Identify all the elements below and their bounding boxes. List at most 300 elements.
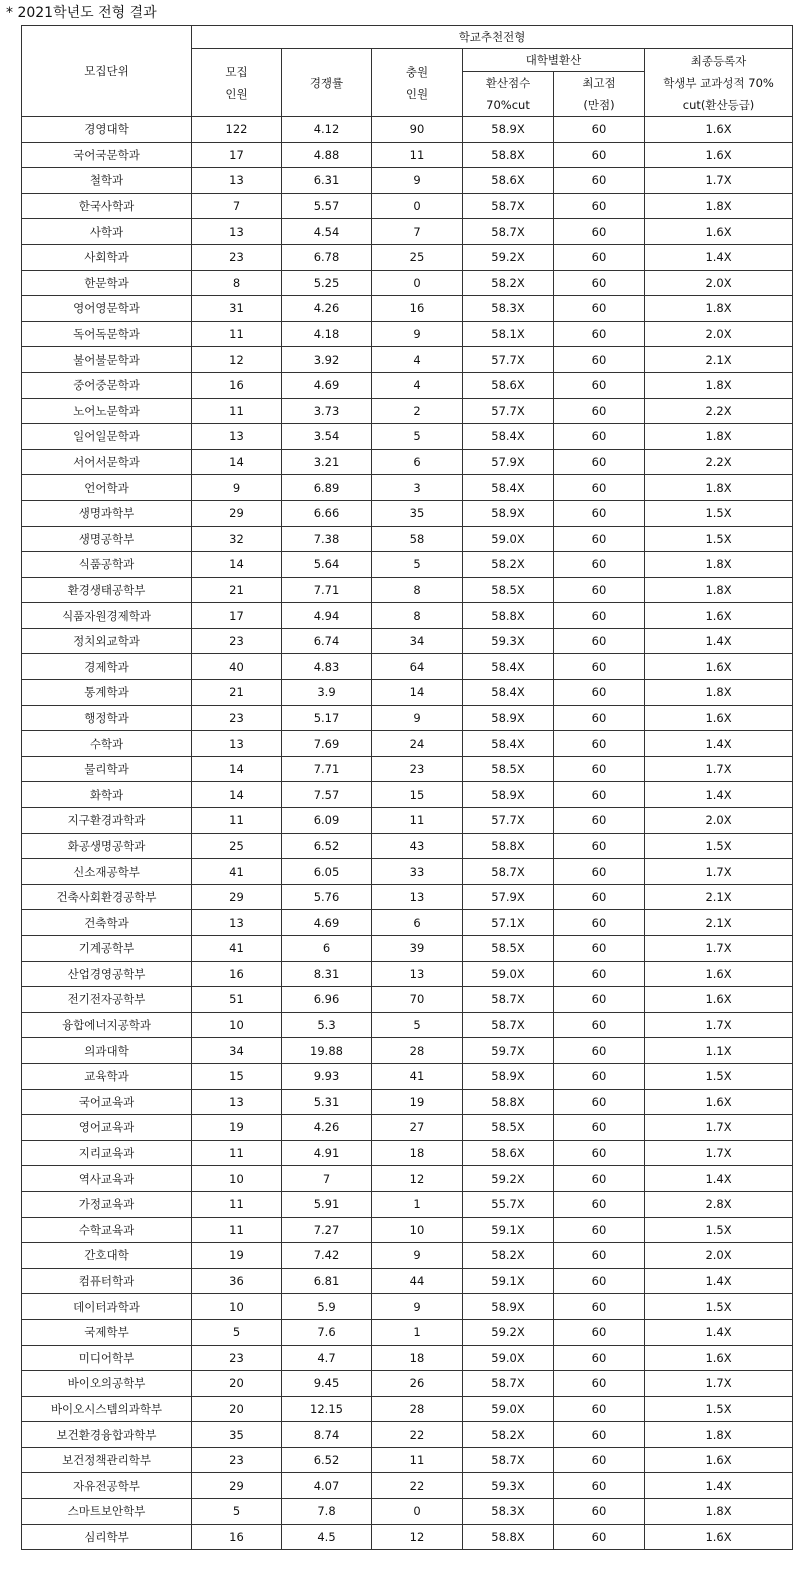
cell-final: 1.8X <box>645 424 793 450</box>
cell-extra: 12 <box>372 1524 463 1550</box>
cell-unit: 통계학과 <box>22 680 192 706</box>
cell-max-score: 60 <box>554 884 645 910</box>
cell-extra: 33 <box>372 859 463 885</box>
cell-extra: 22 <box>372 1422 463 1448</box>
cell-final: 1.4X <box>645 1473 793 1499</box>
cell-max-score: 60 <box>554 475 645 501</box>
cell-unit: 가정교육과 <box>22 1191 192 1217</box>
cell-unit: 지리교육과 <box>22 1140 192 1166</box>
cell-quota: 29 <box>192 500 282 526</box>
cell-ratio: 6.52 <box>282 1447 372 1473</box>
cell-final: 1.8X <box>645 1499 793 1525</box>
cell-final: 1.5X <box>645 1217 793 1243</box>
cell-ratio: 6 <box>282 936 372 962</box>
table-row <box>22 347 793 373</box>
cell-conv-score: 58.9X <box>463 117 554 143</box>
table-row <box>22 756 793 782</box>
cell-max-score: 60 <box>554 1038 645 1064</box>
cell-unit: 바이오시스템의과학부 <box>22 1396 192 1422</box>
cell-ratio: 8.31 <box>282 961 372 987</box>
table-row <box>22 859 793 885</box>
cell-quota: 11 <box>192 1217 282 1243</box>
cell-final: 1.4X <box>645 244 793 270</box>
cell-unit: 경영대학 <box>22 117 192 143</box>
cell-max-score: 60 <box>554 1166 645 1192</box>
cell-unit: 국어국문학과 <box>22 142 192 168</box>
cell-ratio: 9.45 <box>282 1371 372 1397</box>
cell-final: 1.5X <box>645 833 793 859</box>
cell-conv-score: 57.7X <box>463 398 554 424</box>
cell-ratio: 6.89 <box>282 475 372 501</box>
cell-final: 1.5X <box>645 526 793 552</box>
cell-final: 1.7X <box>645 859 793 885</box>
cell-extra: 5 <box>372 424 463 450</box>
cell-extra: 25 <box>372 244 463 270</box>
cell-unit: 행정학과 <box>22 705 192 731</box>
cell-extra: 10 <box>372 1217 463 1243</box>
cell-conv-score: 58.8X <box>463 1524 554 1550</box>
cell-final: 1.8X <box>645 193 793 219</box>
table-row <box>22 219 793 245</box>
cell-extra: 24 <box>372 731 463 757</box>
cell-extra: 13 <box>372 961 463 987</box>
cell-extra: 27 <box>372 1115 463 1141</box>
cell-extra: 16 <box>372 296 463 322</box>
cell-ratio: 7.6 <box>282 1319 372 1345</box>
cell-quota: 36 <box>192 1268 282 1294</box>
table-row <box>22 910 793 936</box>
cell-unit: 일어일문학과 <box>22 424 192 450</box>
cell-ratio: 6.05 <box>282 859 372 885</box>
cell-final: 2.0X <box>645 270 793 296</box>
cell-ratio: 4.26 <box>282 296 372 322</box>
table-row <box>22 936 793 962</box>
table-row <box>22 731 793 757</box>
header-extra: 충원 인원 <box>372 49 463 117</box>
cell-final: 2.1X <box>645 347 793 373</box>
cell-ratio: 7 <box>282 1166 372 1192</box>
cell-extra: 18 <box>372 1345 463 1371</box>
cell-unit: 스마트보안학부 <box>22 1499 192 1525</box>
cell-extra: 23 <box>372 756 463 782</box>
cell-final: 2.2X <box>645 398 793 424</box>
cell-conv-score: 58.8X <box>463 833 554 859</box>
cell-quota: 13 <box>192 168 282 194</box>
cell-final: 1.5X <box>645 1063 793 1089</box>
table-row <box>22 884 793 910</box>
cell-final: 2.2X <box>645 449 793 475</box>
cell-unit: 심리학부 <box>22 1524 192 1550</box>
table-row <box>22 244 793 270</box>
cell-max-score: 60 <box>554 1268 645 1294</box>
cell-max-score: 60 <box>554 1243 645 1269</box>
cell-quota: 13 <box>192 219 282 245</box>
table-row <box>22 193 793 219</box>
cell-extra: 3 <box>372 475 463 501</box>
cell-final: 2.0X <box>645 808 793 834</box>
cell-extra: 5 <box>372 552 463 578</box>
cell-final: 1.6X <box>645 1447 793 1473</box>
cell-quota: 13 <box>192 910 282 936</box>
table-row <box>22 1115 793 1141</box>
cell-max-score: 60 <box>554 603 645 629</box>
cell-conv-score: 59.3X <box>463 628 554 654</box>
cell-unit: 식품공학과 <box>22 552 192 578</box>
cell-max-score: 60 <box>554 756 645 782</box>
cell-final: 1.6X <box>645 1089 793 1115</box>
cell-conv-score: 58.8X <box>463 1089 554 1115</box>
cell-quota: 7 <box>192 193 282 219</box>
cell-unit: 경제학과 <box>22 654 192 680</box>
cell-extra: 11 <box>372 1447 463 1473</box>
cell-extra: 5 <box>372 1012 463 1038</box>
cell-max-score: 60 <box>554 424 645 450</box>
cell-final: 2.8X <box>645 1191 793 1217</box>
cell-quota: 11 <box>192 321 282 347</box>
cell-quota: 122 <box>192 117 282 143</box>
cell-max-score: 60 <box>554 526 645 552</box>
cell-extra: 9 <box>372 321 463 347</box>
cell-final: 2.1X <box>645 910 793 936</box>
cell-quota: 11 <box>192 398 282 424</box>
cell-final: 1.4X <box>645 782 793 808</box>
cell-ratio: 5.9 <box>282 1294 372 1320</box>
cell-max-score: 60 <box>554 500 645 526</box>
cell-final: 1.6X <box>645 654 793 680</box>
cell-quota: 12 <box>192 347 282 373</box>
cell-max-score: 60 <box>554 244 645 270</box>
table-header <box>22 26 793 117</box>
cell-unit: 철학과 <box>22 168 192 194</box>
cell-unit: 자유전공학부 <box>22 1473 192 1499</box>
cell-max-score: 60 <box>554 987 645 1013</box>
header-conv-group: 대학별환산 <box>463 49 645 72</box>
cell-conv-score: 59.0X <box>463 526 554 552</box>
cell-unit: 사학과 <box>22 219 192 245</box>
header-group: 학교추천전형 <box>192 26 793 49</box>
cell-ratio: 4.69 <box>282 372 372 398</box>
cell-max-score: 60 <box>554 1524 645 1550</box>
cell-final: 1.4X <box>645 1268 793 1294</box>
cell-conv-score: 58.7X <box>463 1012 554 1038</box>
cell-max-score: 60 <box>554 372 645 398</box>
cell-max-score: 60 <box>554 552 645 578</box>
cell-final: 1.6X <box>645 117 793 143</box>
cell-conv-score: 55.7X <box>463 1191 554 1217</box>
cell-quota: 10 <box>192 1294 282 1320</box>
cell-max-score: 60 <box>554 705 645 731</box>
cell-quota: 23 <box>192 628 282 654</box>
cell-quota: 17 <box>192 142 282 168</box>
cell-final: 1.6X <box>645 1524 793 1550</box>
cell-conv-score: 58.9X <box>463 500 554 526</box>
cell-ratio: 3.9 <box>282 680 372 706</box>
cell-max-score: 60 <box>554 1115 645 1141</box>
cell-extra: 18 <box>372 1140 463 1166</box>
cell-unit: 바이오의공학부 <box>22 1371 192 1397</box>
table-row <box>22 808 793 834</box>
table-row <box>22 1243 793 1269</box>
cell-max-score: 60 <box>554 910 645 936</box>
cell-ratio: 7.69 <box>282 731 372 757</box>
cell-conv-score: 57.7X <box>463 347 554 373</box>
cell-max-score: 60 <box>554 808 645 834</box>
cell-extra: 19 <box>372 1089 463 1115</box>
cell-max-score: 60 <box>554 347 645 373</box>
cell-quota: 19 <box>192 1243 282 1269</box>
cell-final: 1.7X <box>645 1140 793 1166</box>
cell-max-score: 60 <box>554 833 645 859</box>
cell-max-score: 60 <box>554 1089 645 1115</box>
cell-quota: 5 <box>192 1319 282 1345</box>
cell-final: 1.8X <box>645 1422 793 1448</box>
cell-conv-score: 58.2X <box>463 270 554 296</box>
header-ratio: 경쟁률 <box>282 49 372 117</box>
cell-final: 1.6X <box>645 603 793 629</box>
cell-quota: 20 <box>192 1396 282 1422</box>
table-row <box>22 1089 793 1115</box>
cell-extra: 28 <box>372 1396 463 1422</box>
cell-quota: 34 <box>192 1038 282 1064</box>
cell-quota: 41 <box>192 859 282 885</box>
table-row <box>22 500 793 526</box>
cell-unit: 건축학과 <box>22 910 192 936</box>
cell-ratio: 5.91 <box>282 1191 372 1217</box>
cell-quota: 35 <box>192 1422 282 1448</box>
cell-max-score: 60 <box>554 577 645 603</box>
cell-conv-score: 59.0X <box>463 1396 554 1422</box>
cell-conv-score: 58.7X <box>463 987 554 1013</box>
cell-max-score: 60 <box>554 321 645 347</box>
cell-max-score: 60 <box>554 270 645 296</box>
cell-conv-score: 58.8X <box>463 603 554 629</box>
cell-ratio: 5.31 <box>282 1089 372 1115</box>
cell-extra: 41 <box>372 1063 463 1089</box>
cell-max-score: 60 <box>554 168 645 194</box>
cell-extra: 43 <box>372 833 463 859</box>
cell-quota: 10 <box>192 1166 282 1192</box>
cell-conv-score: 58.5X <box>463 756 554 782</box>
cell-conv-score: 58.9X <box>463 782 554 808</box>
cell-quota: 23 <box>192 705 282 731</box>
cell-final: 1.7X <box>645 936 793 962</box>
cell-final: 1.4X <box>645 1319 793 1345</box>
cell-quota: 15 <box>192 1063 282 1089</box>
cell-extra: 9 <box>372 1243 463 1269</box>
cell-ratio: 4.54 <box>282 219 372 245</box>
table-row <box>22 552 793 578</box>
cell-final: 1.5X <box>645 1294 793 1320</box>
cell-extra: 11 <box>372 142 463 168</box>
cell-ratio: 5.76 <box>282 884 372 910</box>
table-row <box>22 833 793 859</box>
cell-unit: 사회학과 <box>22 244 192 270</box>
cell-unit: 데이터과학과 <box>22 1294 192 1320</box>
table-row <box>22 1396 793 1422</box>
cell-final: 1.6X <box>645 961 793 987</box>
table-row <box>22 1524 793 1550</box>
cell-unit: 생명과학부 <box>22 500 192 526</box>
cell-ratio: 6.31 <box>282 168 372 194</box>
cell-max-score: 60 <box>554 654 645 680</box>
cell-conv-score: 58.6X <box>463 372 554 398</box>
cell-conv-score: 59.1X <box>463 1217 554 1243</box>
cell-conv-score: 58.2X <box>463 1243 554 1269</box>
table-body <box>22 117 793 1550</box>
cell-conv-score: 58.1X <box>463 321 554 347</box>
table-row <box>22 321 793 347</box>
cell-conv-score: 58.9X <box>463 705 554 731</box>
cell-quota: 29 <box>192 884 282 910</box>
cell-conv-score: 58.5X <box>463 936 554 962</box>
cell-max-score: 60 <box>554 1447 645 1473</box>
cell-ratio: 4.83 <box>282 654 372 680</box>
cell-conv-score: 57.9X <box>463 449 554 475</box>
cell-quota: 41 <box>192 936 282 962</box>
cell-conv-score: 59.2X <box>463 244 554 270</box>
cell-quota: 29 <box>192 1473 282 1499</box>
cell-ratio: 9.93 <box>282 1063 372 1089</box>
cell-unit: 융합에너지공학과 <box>22 1012 192 1038</box>
cell-ratio: 4.69 <box>282 910 372 936</box>
cell-unit: 화공생명공학과 <box>22 833 192 859</box>
table-row <box>22 705 793 731</box>
cell-final: 2.0X <box>645 1243 793 1269</box>
cell-extra: 39 <box>372 936 463 962</box>
cell-ratio: 5.57 <box>282 193 372 219</box>
cell-final: 1.8X <box>645 296 793 322</box>
cell-extra: 8 <box>372 577 463 603</box>
cell-conv-score: 58.4X <box>463 654 554 680</box>
table-row <box>22 1140 793 1166</box>
cell-unit: 기계공학부 <box>22 936 192 962</box>
cell-ratio: 4.88 <box>282 142 372 168</box>
cell-max-score: 60 <box>554 1422 645 1448</box>
cell-quota: 14 <box>192 552 282 578</box>
cell-conv-score: 58.7X <box>463 1371 554 1397</box>
cell-extra: 70 <box>372 987 463 1013</box>
cell-conv-score: 57.7X <box>463 808 554 834</box>
header-max-score: 최고점 (만점) <box>554 72 645 117</box>
cell-final: 1.7X <box>645 756 793 782</box>
cell-unit: 지구환경과학과 <box>22 808 192 834</box>
cell-ratio: 3.54 <box>282 424 372 450</box>
cell-conv-score: 59.1X <box>463 1268 554 1294</box>
cell-conv-score: 58.7X <box>463 859 554 885</box>
cell-quota: 8 <box>192 270 282 296</box>
cell-ratio: 8.74 <box>282 1422 372 1448</box>
cell-max-score: 60 <box>554 1319 645 1345</box>
cell-quota: 11 <box>192 1140 282 1166</box>
table-row <box>22 577 793 603</box>
table-row <box>22 1166 793 1192</box>
cell-extra: 28 <box>372 1038 463 1064</box>
cell-quota: 14 <box>192 782 282 808</box>
table-row <box>22 628 793 654</box>
cell-max-score: 60 <box>554 680 645 706</box>
cell-unit: 보건정책관리학부 <box>22 1447 192 1473</box>
cell-unit: 한국사학과 <box>22 193 192 219</box>
table-row <box>22 1499 793 1525</box>
cell-quota: 51 <box>192 987 282 1013</box>
table-row <box>22 1268 793 1294</box>
table-row <box>22 961 793 987</box>
cell-extra: 14 <box>372 680 463 706</box>
cell-final: 1.7X <box>645 1371 793 1397</box>
cell-max-score: 60 <box>554 1294 645 1320</box>
cell-unit: 생명공학부 <box>22 526 192 552</box>
cell-unit: 식품자원경제학과 <box>22 603 192 629</box>
table-row <box>22 1345 793 1371</box>
cell-conv-score: 58.5X <box>463 1115 554 1141</box>
cell-max-score: 60 <box>554 936 645 962</box>
cell-quota: 20 <box>192 1371 282 1397</box>
table-row <box>22 1422 793 1448</box>
cell-extra: 0 <box>372 193 463 219</box>
cell-ratio: 4.12 <box>282 117 372 143</box>
results-table <box>21 25 793 1550</box>
cell-final: 1.7X <box>645 1115 793 1141</box>
cell-max-score: 60 <box>554 961 645 987</box>
table-row <box>22 168 793 194</box>
cell-extra: 2 <box>372 398 463 424</box>
cell-unit: 컴퓨터학과 <box>22 1268 192 1294</box>
cell-unit: 보건환경융합과학부 <box>22 1422 192 1448</box>
cell-extra: 8 <box>372 603 463 629</box>
table-row <box>22 1038 793 1064</box>
cell-ratio: 5.3 <box>282 1012 372 1038</box>
cell-extra: 9 <box>372 1294 463 1320</box>
cell-unit: 역사교육과 <box>22 1166 192 1192</box>
cell-max-score: 60 <box>554 1396 645 1422</box>
cell-conv-score: 58.7X <box>463 1447 554 1473</box>
cell-conv-score: 57.1X <box>463 910 554 936</box>
cell-ratio: 7.8 <box>282 1499 372 1525</box>
cell-quota: 13 <box>192 731 282 757</box>
cell-max-score: 60 <box>554 1217 645 1243</box>
table-row <box>22 1447 793 1473</box>
cell-quota: 14 <box>192 756 282 782</box>
cell-final: 1.8X <box>645 475 793 501</box>
cell-ratio: 4.7 <box>282 1345 372 1371</box>
cell-unit: 불어불문학과 <box>22 347 192 373</box>
table-row <box>22 372 793 398</box>
cell-final: 1.6X <box>645 705 793 731</box>
cell-conv-score: 59.0X <box>463 1345 554 1371</box>
cell-conv-score: 58.2X <box>463 552 554 578</box>
cell-max-score: 60 <box>554 782 645 808</box>
cell-max-score: 60 <box>554 193 645 219</box>
cell-ratio: 5.64 <box>282 552 372 578</box>
cell-ratio: 4.26 <box>282 1115 372 1141</box>
cell-ratio: 12.15 <box>282 1396 372 1422</box>
cell-conv-score: 58.3X <box>463 296 554 322</box>
cell-extra: 64 <box>372 654 463 680</box>
cell-max-score: 60 <box>554 1191 645 1217</box>
cell-conv-score: 58.7X <box>463 219 554 245</box>
cell-quota: 23 <box>192 1447 282 1473</box>
cell-unit: 독어독문학과 <box>22 321 192 347</box>
cell-ratio: 6.81 <box>282 1268 372 1294</box>
cell-ratio: 6.66 <box>282 500 372 526</box>
cell-quota: 10 <box>192 1012 282 1038</box>
header-final: 최종등록자 학생부 교과성적 70% cut(환산등급) <box>645 49 793 117</box>
cell-unit: 물리학과 <box>22 756 192 782</box>
table-row <box>22 270 793 296</box>
cell-unit: 수학교육과 <box>22 1217 192 1243</box>
cell-ratio: 3.21 <box>282 449 372 475</box>
cell-max-score: 60 <box>554 1012 645 1038</box>
